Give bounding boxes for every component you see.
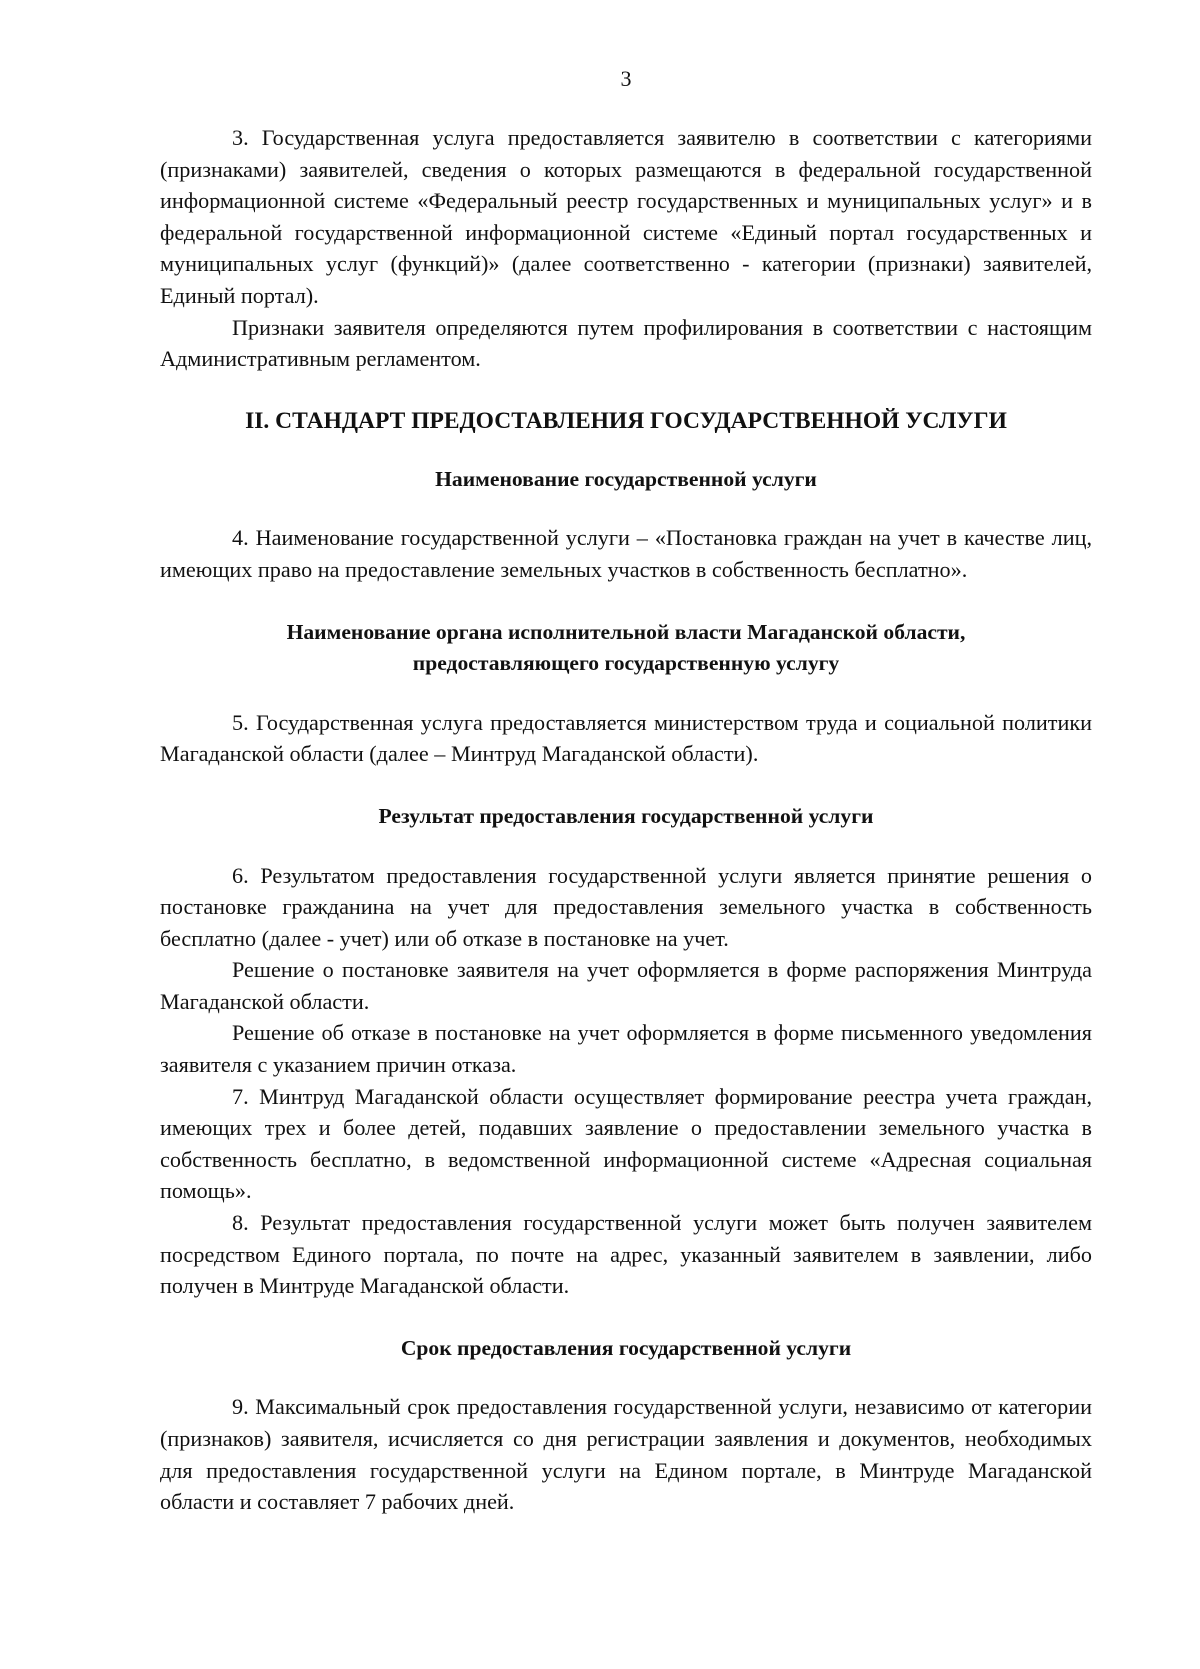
heading-authority-line-1: Наименование органа исполнительной власти Магаданской области, (286, 619, 966, 644)
paragraph-6: 6. Результатом предоставления государственной услуги является принятие решения о постановке гражданина на учет для предоставления земельного участка в собственность бесплатно (далее - учет) или об отказе в постановке на учет. (160, 862, 1092, 951)
paragraph-6-decision-registration: Решение о постановке заявителя на учет оформляется в форме распоряжения Минтруда Магаданской области. (160, 957, 1092, 1014)
paragraph-9: 9. Максимальный срок предоставления государственной услуги, независимо от категории (признаков) заявителя, исчисляется со дня регистрации заявления и документов, необходимых для предоставления государственной услуги на Едином портале, в Минтруде Магаданской области и составляет 7 рабочих дней. (160, 1394, 1092, 1515)
page-number: 3 (620, 66, 632, 91)
paragraph-6-decision-refusal: Решение об отказе в постановке на учет оформляется в форме письменного уведомления заявителя с указанием причин отказа. (160, 1020, 1092, 1078)
heading-authority-line-2: предоставляющего государственную услугу (412, 651, 840, 676)
paragraph-8: 8. Результат предоставления государственной услуги может быть получен заявителем посредством Единого портала, по почте на адрес, указанный заявителем в заявлении, либо получен в Минтруде Магаданской области. (160, 1210, 1092, 1299)
section-title-standard: II. СТАНДАРТ ПРЕДОСТАВЛЕНИЯ ГОСУДАРСТВЕННОЙ УСЛУГИ (245, 407, 1007, 434)
paragraph-3-applicant-attributes: Признаки заявителя определяются путем профилирования в соответствии с настоящим Административным регламентом. (160, 314, 1092, 372)
paragraph-5: 5. Государственная услуга предоставляется министерством труда и социальной политики Магаданской области (далее – Минтруд Магаданской области). (160, 709, 1092, 767)
heading-authority (160, 617, 1092, 680)
document-body (160, 122, 1092, 1518)
paragraph-3: 3. Государственная услуга предоставляется заявителю в соответствии с категориями (признаками) заявителей, сведения о которых размещаются в федеральной государственной информационной системе «Федеральный реестр государственных и муниципальных услуг» и в федеральной государственной информационной системе «Единый портал государственных и муниципальных услуг (функций)» (далее соответственно - категории (признаки) заявителей, Единый портал). (160, 125, 1092, 308)
heading-service-name: Наименование государственной услуги (435, 466, 817, 491)
heading-term: Срок предоставления государственной услуги (400, 1335, 852, 1360)
heading-result: Результат предоставления государственной услуги (378, 803, 874, 828)
paragraph-4: 4. Наименование государственной услуги – «Постановка граждан на учет в качестве лиц, имеющих право на предоставление земельных участков в собственность бесплатно». (160, 525, 1092, 582)
paragraph-7: 7. Минтруд Магаданской области осуществляет формирование реестра учета граждан, имеющих трех и более детей, подавших заявление о предоставлении земельного участка в собственность бесплатно, в ведомственной информационной системе «Адресная социальная помощь». (160, 1083, 1092, 1204)
